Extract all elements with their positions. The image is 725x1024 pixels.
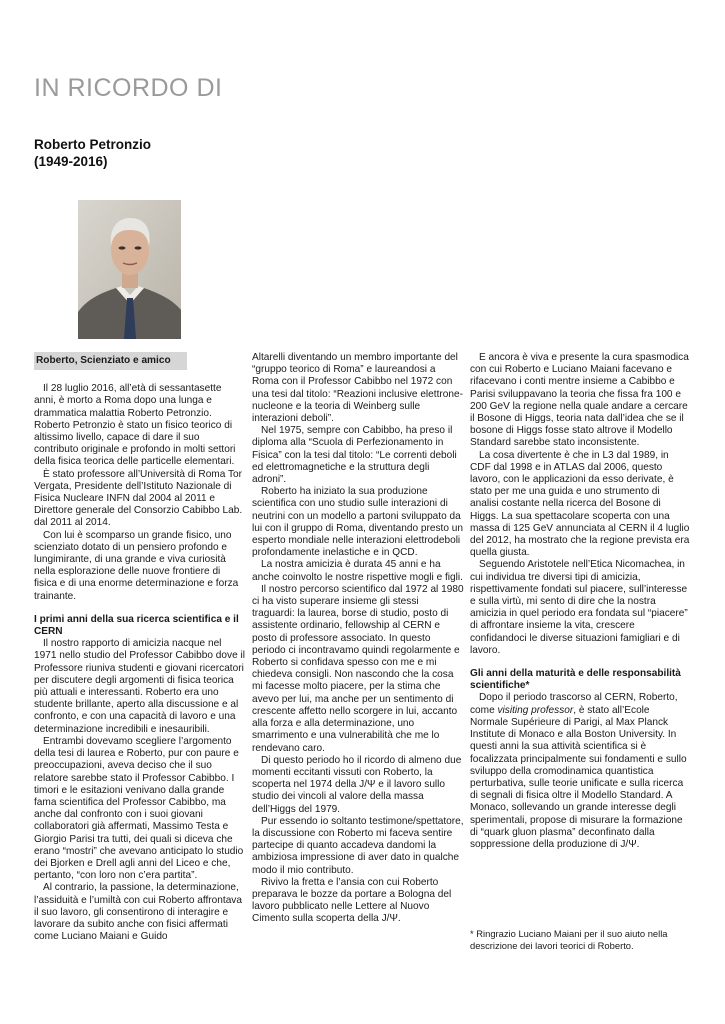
article-box-title: Roberto, Scienziato e amico [34, 352, 187, 370]
paragraph: Rivivo la fretta e l’ansia con cui Roberto preparava le bozze da portare a Bologna del lavoro pubblicato nelle Lettere al Nuovo Cimento sulla scoperta della J/Ψ. [252, 876, 452, 925]
paragraph: Il nostro rapporto di amicizia nacque nel 1971 nello studio del Professor Cabibbo dove il Professore riuniva studenti e giovani ricercatori per discutere degli argomenti di fisica teorica più attuali e interessanti. Roberto era uno studente brillante, aperto alla discussione e al confronto, e con una capacità di lavoro e una determinazione incredibili e inesauribili. [34, 638, 245, 735]
footnote: * Ringrazio Luciano Maiani per il suo aiuto nella descrizione dei lavori teorici di Roberto. [470, 928, 668, 951]
paragraph: E ancora è viva e presente la cura spasmodica con cui Roberto e Luciano Maiani facevano e rifacevano i conti mentre insieme a Cabibbo e Parisi sviluppavano la teoria che fissa fra 100 e 200 GeV la regione nella quale andare a cercare il Bosone di Higgs, teoria nata dall’idea che se il bosone di Higgs fosse stato altrove il Modello Standard sarebbe stato inconsistente. [470, 352, 689, 449]
portrait-photo [78, 200, 181, 339]
paragraph: Seguendo Aristotele nell’Etica Nicomachea, in cui individua tre diversi tipi di amicizia, rispettivamente fondati sul piacere, sull’interesse e sulla virtù, mi sento di dire che la nostra amicizia in quel periodo era fondata sul “piacere” di affrontare insieme la vita, crescere confidandoci le diverse situazioni famigliari e di lavoro. [470, 559, 688, 656]
paragraph: La cosa divertente è che in L3 dal 1989, in CDF dal 1998 e in ATLAS dal 2006, questo lavoro, con le applicazioni da esso derivate, è stato per me una guida e uno strumento di analisi costante nella ricerca del Bosone di Higgs. La sua spettacolare scoperta con una massa di 125 GeV annunciata al CERN il 4 luglio del 2012, ha mostrato che la regione prevista era quella giusta. [470, 449, 690, 559]
article-column-3 [470, 352, 690, 851]
author-years: (1949-2016) [34, 154, 108, 169]
paragraph: Il 28 luglio 2016, all’età di sessantasette anni, è morto a Roma dopo una lunga e drammatica malattia Roberto Petronzio. Roberto Petronzio è stato un fisico teorico di altissimo livello, capace di dare il suo contributo originale e profondo in molti settori della fisica teorica delle particelle elementari. [34, 383, 236, 468]
subheading: I primi anni della sua ricerca scientifica e il CERN [34, 613, 239, 638]
subheading: Gli anni della maturità e delle responsabilità scientifiche* [470, 668, 681, 692]
paragraph: Il nostro percorso scientifico dal 1972 al 1980 ci ha visto superare insieme gli stessi traguardi: la laurea, borse di studio, posto di assistente ordinario, fellowship al CERN e posto di professore associato. In questo periodo ci incontravamo quindi regolarmente e Roberto si confidava spesso con me e mi chiedeva consigli. Non nascondo che la cosa mi facesse molto piacere, per la stima che avevo per lui, ma anche per un sentimento di crescente affetto nello scorgere in lui, accanto alla forza e alla determinazione, uno smarrimento e una vulnerabilità che me lo rendevano caro. [252, 583, 464, 754]
article-column-2 [252, 352, 464, 926]
paragraph: Pur essendo io soltanto testimone/spettatore, la discussione con Roberto mi faceva sentire partecipe di quanto accadeva dandomi la ambiziosa impressione di aver dato in qualche modo il mio contributo. [252, 815, 464, 876]
article-column-1 [34, 352, 246, 943]
paragraph: Con lui è scomparso un grande fisico, uno scienziato dotato di un pensiero profondo e lungimirante, di una grande e viva curiosità nella esplorazione delle nuove frontiere di fisica e di una enorme determinazione e forza trainante. [34, 529, 239, 602]
emphasis-text: visiting professor [497, 704, 574, 716]
paragraph [470, 692, 690, 851]
paragraph: La nostra amicizia è durata 45 anni e ha anche coinvolto le nostre rispettive mogli e figli. [252, 559, 463, 583]
author-block [34, 136, 151, 170]
text-run: Dopo il periodo trascorso al CERN, Roberto, come [470, 692, 678, 716]
portrait-image [78, 200, 181, 339]
text-run: , è stato all’Ecole Normale Supérieure di Parigi, al Max Planck Institute di Monaco e alla Boston University. In questi anni la sua attività scientifica si è focalizzata principalmente sui fondamenti e sullo sviluppo della cromodinamica quantistica perturbativa, sulle teorie unificate e sulla ricerca di segnali di fisica oltre il Modello Standard. A Monaco, sollevando un grande interesse degli sperimentali, propose di misurare la formazione di “quark gluon plasma” deconfinato dalla soppressione della produzione di J/Ψ. [470, 704, 687, 850]
paragraph: Altarelli diventando un membro importante del “gruppo teorico di Roma” e laureandosi a Roma con il Professor Cabibbo nel 1972 con una tesi dal titolo: “Reazioni inclusive elettrone-nucleone e la teoria di Weinberg sulle interazioni deboli”. [252, 352, 463, 425]
paragraph: È stato professore all’Università di Roma Tor Vergata, Presidente dell’Istituto Nazionale di Fisica Nucleare INFN dal 2004 al 2011 e Direttore generale del Consorzio Cabibbo Lab. dal 2011 al 2014. [34, 468, 243, 529]
section-title: IN RICORDO DI [34, 74, 223, 102]
paragraph: Al contrario, la passione, la determinazione, l’assiduità e l’umiltà con cui Roberto affrontava il suo lavoro, gli consentirono di interagire e lavorare da subito anche con fisici affermati come Luciano Maiani e Guido [34, 882, 242, 943]
paragraph: Entrambi dovevamo scegliere l’argomento della tesi di laurea e Roberto, pur con paure e preoccupazioni, aveva deciso che il suo relatore sarebbe stato il Professor Cabibbo. I timori e le esitazioni venivano dalla grande fama scientifica del Professor Cabibbo, ma anche dal confronto con i suoi giovani collaboratori già affermati, Massimo Testa e Giorgio Parisi tra tutti, dei quali si diceva che erano “mostri” che avevano anticipato lo studio dei Bjorken e Drell agli anni del Liceo e che, pertanto, “con loro non c’era partita”. [34, 735, 244, 882]
paragraph: Roberto ha iniziato la sua produzione scientifica con uno studio sulle interazioni di neutrini con un modello a partoni sviluppato da lui con il gruppo di Roma, diventando presto un esperto mondiale nelle interazioni elettrodeboli profondamente inelastiche e in QCD. [252, 486, 463, 559]
paragraph: Di questo periodo ho il ricordo di almeno due momenti eccitanti vissuti con Roberto, la scoperta nel 1974 della J/Ψ e il lavoro sullo studio dei vincoli al valore della massa dell’Higgs del 1979. [252, 754, 462, 815]
paragraph: Nel 1975, sempre con Cabibbo, ha preso il diploma alla “Scuola di Perfezionamento in Fisica” con la tesi dal titolo: “Le correnti deboli ed elettromagnetiche e la struttura degli adroni”. [252, 425, 457, 486]
author-name: Roberto Petronzio [34, 137, 151, 152]
